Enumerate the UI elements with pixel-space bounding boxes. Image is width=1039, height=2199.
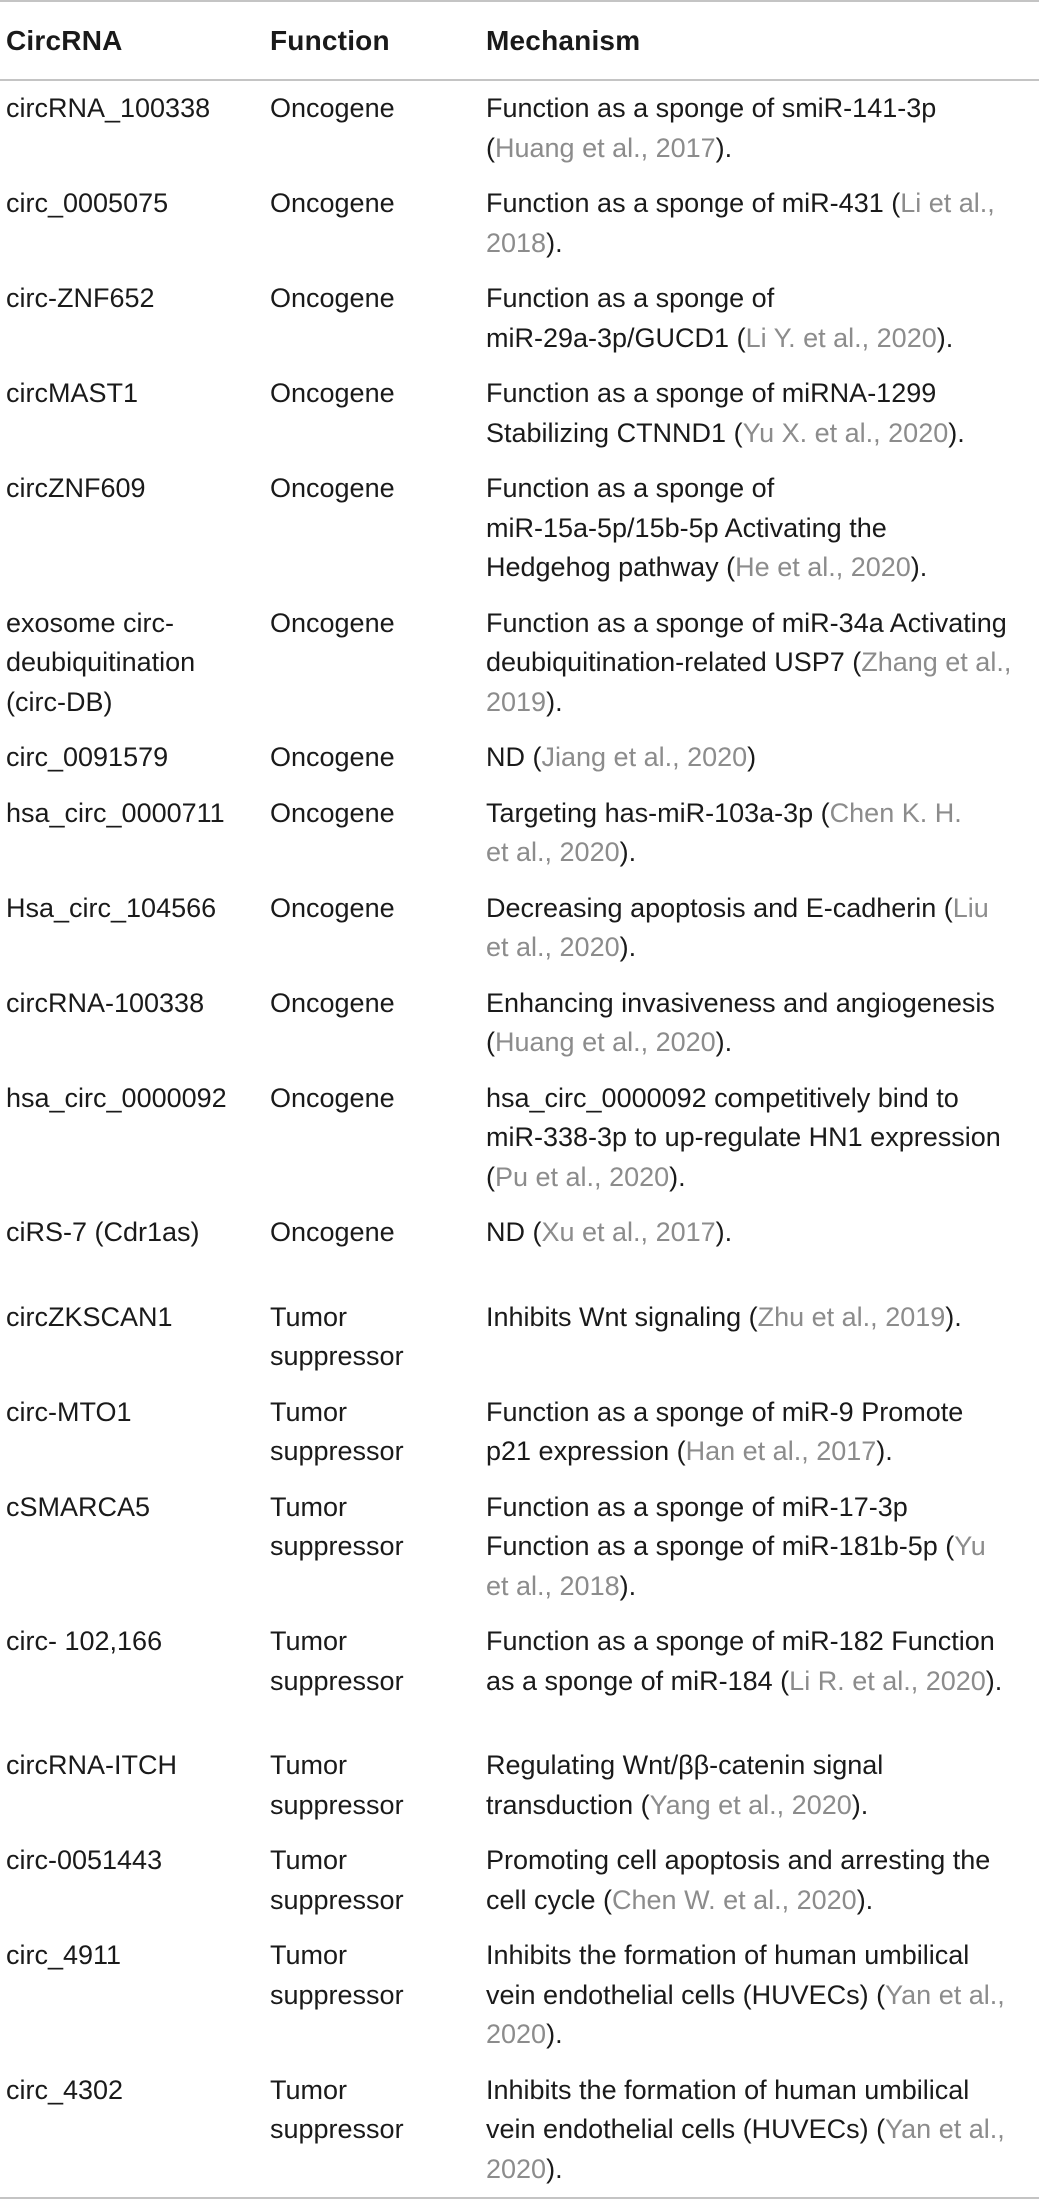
table-row [0,81,1039,176]
circrna-name-cell: ciRS-7 (Cdr1as) [6,1217,200,1247]
mechanism-cell: Inhibits Wnt signaling (Zhu et al., 2019). [486,1301,962,1332]
citation-link[interactable]: et al., 2020 [486,837,620,867]
function-cell: Oncogene [270,797,395,828]
circrna-name-cell: circ_4911 [6,1940,122,1970]
function-cell: Tumor suppressor [270,1940,404,2010]
citation-link[interactable]: Jiang et al., 2020 [541,742,748,772]
function-cell: Tumor suppressor [270,1396,404,1466]
circrna-name-cell: circ_0091579 [6,742,169,772]
mechanism-cell: ND (Xu et al., 2017). [486,1217,733,1247]
citation-link[interactable]: Yan et al., [885,2114,1005,2144]
function-cell: Tumor suppressor [270,1491,404,1561]
table-row [0,881,1039,976]
citation-link[interactable]: 2020 [486,2019,547,2049]
circrna-name-cell: circ-0051443 [6,1845,163,1875]
citation-link[interactable]: et al., 2020 [486,932,620,962]
table-row [0,786,1039,881]
mechanism-cell: Promoting cell apoptosis and arresting the cell cycle (Chen W. et al., 2020). [486,1845,991,1915]
mechanism-cell: Function as a sponge of miR-9 Promote p21 expression (Han et al., 2017). [486,1396,964,1466]
header-circrna: CircRNA [6,24,123,56]
citation-link[interactable]: 2018 [486,227,547,258]
citation-link[interactable]: 2019 [486,686,547,717]
citation-link[interactable]: Liu [952,892,989,923]
circrna-name-cell: circMAST1 [6,378,139,408]
table-row [0,976,1039,1071]
function-cell: Oncogene [270,607,395,638]
circrna-name-cell: circ_0005075 [6,188,169,218]
circrna-name-cell: circZKSCAN1 [6,1301,173,1332]
table-row [0,366,1039,461]
mechanism-cell: Function as a sponge of miR-34a Activating deubiquitination-related USP7 (Zhang et al., 2019). [486,607,1012,717]
function-cell: Tumor suppressor [270,1301,404,1371]
function-cell: Oncogene [270,378,395,408]
function-cell: Oncogene [270,1217,395,1247]
circrna-name-cell: circRNA-100338 [6,987,205,1018]
circrna-name-cell: exosome circ- deubiquitination (circ-DB) [6,607,196,717]
function-cell: Oncogene [270,1082,395,1113]
circrna-name-cell: circ_4302 [6,2074,124,2105]
citation-link[interactable]: Chen K. H. [829,797,962,828]
citation-link[interactable]: 2020 [486,2153,547,2184]
citation-link[interactable]: Yu [954,1531,986,1561]
header-function: Function [270,24,390,56]
function-cell: Oncogene [270,987,395,1018]
table-row [0,730,1039,786]
mechanism-cell: Function as a sponge of smiR-141-3p (Huang et al., 2017). [486,93,937,163]
function-cell: Oncogene [270,93,395,123]
table-row [0,1205,1039,1261]
mechanism-cell: Inhibits the formation of human umbilical vein endothelial cells (HUVECs) (Yan et al., 2020). [486,1940,1005,2049]
citation-link[interactable]: Yu X. et al., 2020 [742,417,949,448]
mechanism-cell: Targeting has-miR-103a-3p (Chen K. H. et al., 2020). [486,797,962,867]
table-row [0,271,1039,366]
citation-link[interactable]: Han et al., 2017 [685,1436,877,1466]
table-row [0,596,1039,731]
citation-link[interactable]: Pu et al., 2020 [495,1161,670,1192]
mechanism-cell: Function as a sponge of miR-431 (Li et al., 2018). [486,188,995,258]
function-cell: Tumor suppressor [270,2074,404,2144]
circrna-name-cell: circRNA-ITCH [6,1750,177,1780]
citation-link[interactable]: Zhang et al., [861,647,1012,677]
mechanism-cell: Enhancing invasiveness and angiogenesis (Huang et al., 2020). [486,987,995,1057]
circrna-name-cell: Hsa_circ_104566 [6,892,217,923]
mechanism-cell: Function as a sponge of miR-15a-5p/15b-5p Activating the Hedgehog pathway (He et al., 2020). [486,473,928,582]
citation-link[interactable]: Yan et al., [885,1979,1005,2010]
citation-link[interactable]: Li Y. et al., 2020 [745,322,937,353]
circrna-name-cell: circZNF609 [6,473,146,503]
mechanism-cell: Function as a sponge of miR-182 Function as a sponge of miR-184 (Li R. et al., 2020). [486,1626,1003,1696]
table-row [0,1833,1039,1928]
table-row [0,1385,1039,1480]
mechanism-cell: Decreasing apoptosis and E-cadherin (Liu et al., 2020). [486,892,989,962]
function-cell: Oncogene [270,473,395,503]
function-cell: Tumor suppressor [270,1750,404,1820]
circrna-name-cell: hsa_circ_0000092 [6,1082,227,1113]
table-row [0,1738,1039,1833]
table-row [0,2063,1039,2198]
function-cell: Oncogene [270,892,395,923]
table-row [0,176,1039,271]
mechanism-cell: Function as a sponge of miR-29a-3p/GUCD1 (Li Y. et al., 2020). [486,283,954,353]
table-row [0,1290,1039,1385]
citation-link[interactable]: Yang et al., 2020 [649,1789,852,1820]
function-cell: Oncogene [270,742,395,772]
circrna-name-cell: hsa_circ_0000711 [6,797,225,828]
mechanism-cell: ND (Jiang et al., 2020) [486,742,757,772]
table-row [0,1480,1039,1615]
circrna-name-cell: circ- 102,166 [6,1626,163,1656]
circrna-name-cell: cSMARCA5 [6,1491,151,1522]
function-cell: Tumor suppressor [270,1845,404,1915]
mechanism-cell: Regulating Wnt/ββ-catenin signal transduction (Yang et al., 2020). [486,1750,884,1820]
table-row [0,1928,1039,2063]
circrna-name-cell: circRNA_100338 [6,93,211,123]
function-cell: Oncogene [270,283,395,313]
header-mechanism: Mechanism [486,24,641,56]
citation-link[interactable]: Zhu et al., 2019 [757,1301,946,1332]
citation-link[interactable]: Li R. et al., 2020 [789,1665,986,1696]
citation-link[interactable]: Li et al., [900,188,995,218]
citation-link[interactable]: et al., 2018 [486,1570,620,1601]
circrna-name-cell: circ-MTO1 [6,1396,132,1427]
function-cell: Oncogene [270,188,395,218]
circrna-name-cell: circ-ZNF652 [6,283,155,313]
function-cell: Tumor suppressor [270,1626,404,1696]
mechanism-cell: Function as a sponge of miR-17-3p Function as a sponge of miR-181b-5p (Yu et al., 2018). [486,1491,986,1601]
citation-link[interactable]: Huang et al., 2017 [495,132,716,163]
table-row [0,1614,1039,1709]
mechanism-cell: Function as a sponge of miRNA-1299 Stabilizing CTNND1 (Yu X. et al., 2020). [486,378,965,448]
citation-link[interactable]: Chen W. et al., 2020 [612,1884,857,1915]
citation-link[interactable]: Huang et al., 2020 [495,1027,716,1057]
table-header [0,2,1039,81]
mechanism-cell: hsa_circ_0000092 competitively bind to miR-338-3p to up-regulate HN1 expression (Pu et al., 2020). [486,1082,1001,1192]
table-row [0,1071,1039,1206]
mechanism-cell: Inhibits the formation of human umbilical vein endothelial cells (HUVECs) (Yan et al., 2020). [486,2074,1005,2184]
citation-link[interactable]: Xu et al., 2017 [541,1217,716,1247]
citation-link[interactable]: He et al., 2020 [735,552,911,582]
table-body [0,81,1039,2197]
table-row [0,461,1039,596]
